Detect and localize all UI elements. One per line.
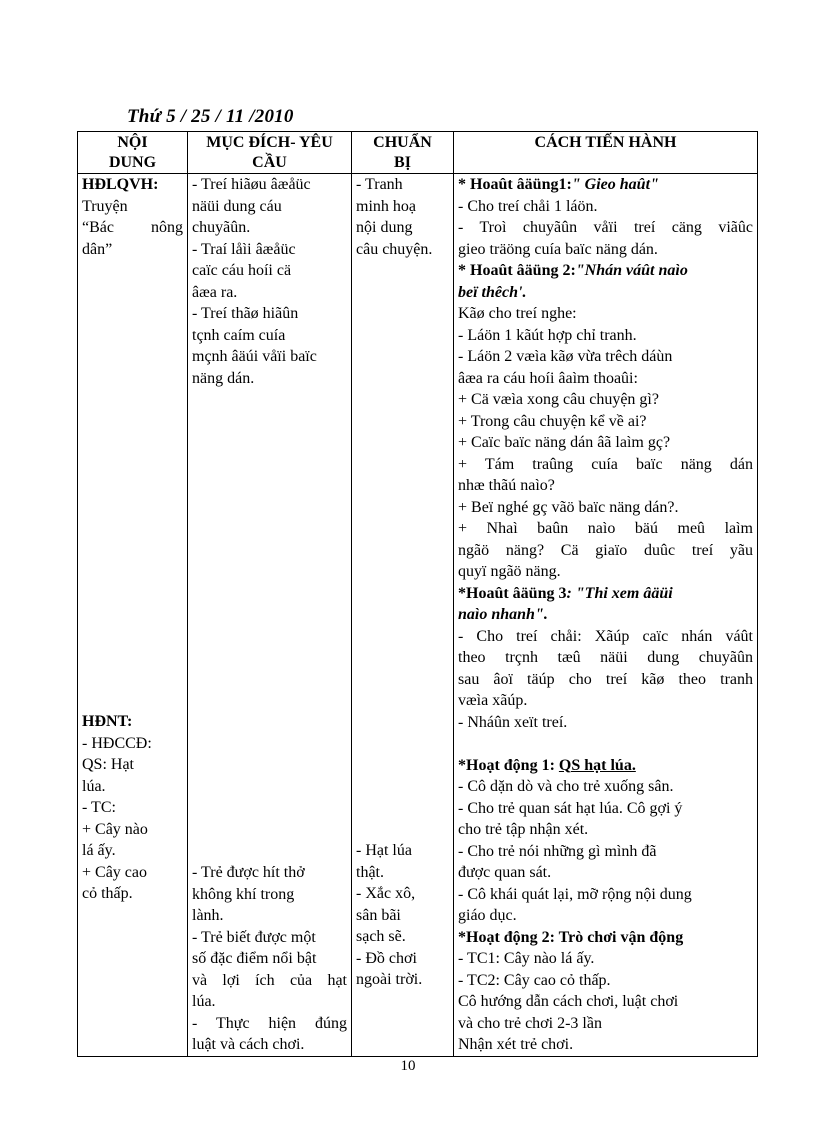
page-number: 10: [400, 1058, 416, 1074]
activity-1-heading: * Hoaût âäüng1:" Gieo haût": [458, 176, 659, 193]
header-chuan-bi: CHUẨN BỊ: [352, 132, 454, 174]
lesson-plan-table: [77, 131, 758, 1057]
header-muc-dich: MỤC ĐÍCH- YÊU CẦU: [188, 132, 352, 174]
outdoor-activity-2-heading: *Hoạt động 2: Trò chơi vận động: [458, 928, 684, 946]
activity-2-heading: * Hoaût âäüng 2:"Nhán váût naìo: [458, 262, 688, 279]
cell-muc-dich: - Treí hiãøu âæåüc näüi dung cáu chuyãûn. - Traí låìi âæåüc caïc cáu hoíi cä âæa ra. - Treí thãø hiãûn tçnh caím cuía mçnh âäúi våïi baïc näng dán. - Trẻ được hít thở không khí trong lành. - Trẻ biết được một số đặc điểm nổi bật và lợi ích của hạt lúa. - Thực hiện đúng luật và cách chơi.: [188, 174, 352, 1057]
activity-3-heading: *Hoaût âäüng 3: "Thi xem âäüi: [458, 584, 673, 602]
table-body-row: [78, 174, 758, 1057]
cell-noi-dung: HĐLQVH: Truyện “Bác nông dân” HĐNT: - HĐCCĐ: QS: Hạt lúa. - TC: + Cây nào lá ấy. + Cây cao cỏ thấp.: [78, 174, 188, 1057]
header-cach-tien-hanh: CÁCH TIẾN HÀNH: [454, 132, 758, 174]
date-heading: Thứ 5 / 25 / 11 /2010: [127, 106, 294, 127]
cell-chuan-bi: - Tranh minh hoạ nội dung câu chuyện. - Hạt lúa thật. - Xắc xô, sân bãi sạch sẽ. - Đồ chơi ngoài trời.: [352, 174, 454, 1057]
outdoor-activity-1-heading: *Hoạt động 1: QS hạt lúa.: [458, 756, 636, 774]
cell-cach-tien-hanh: * Hoaût âäüng1:" Gieo haût" - Cho treí chåi 1 láön. - Troì chuyãûn våïi treí cäng viãûc gieo träöng cuía baïc näng dán. * Hoaût âäüng 2:"Nhán váût naìo beï thêch'. Kãø cho treí nghe: - Láön 1 kãút hợp chỉ tranh. - Láön 2 væìa kãø vừa trêch dáùn âæa ra cáu hoíi âaìm thoaûi: + Cä væìa xong câu chuyện gì? + Trong câu chuyện kể về ai? + Caïc baïc näng dán âã laìm gç? + Tám traûng cuía baïc näng dán nhæ thãú naìo? + Beï nghé gç vãö baïc näng dán?. + Nhaì baûn naìo bäú meû laìm ngãö näng? Cä giaïo duûc treí yãu quyï ngãö näng. *Hoaût âäüng 3: "Thi xem âäüi naìo nhanh". - Cho treí chåi: Xãúp caïc nhán váût theo trçnh tæû näüi dung chuyãûn sau âoï täúp cho treí kãø theo tranh væìa xãúp. - Nháûn xeït treí. *Hoạt động 1: QS hạt lúa. - Cô dặn dò và cho trẻ xuống sân. - Cho trẻ quan sát hạt lúa. Cô gợi ý cho trẻ tập nhận xét. - Cho trẻ nói những gì mình đã được quan sát. - Cô khái quát lại, mỡ rộng nội dung giáo dục. *Hoạt động 2: Trò chơi vận động - TC1: Cây nào lá ấy. - TC2: Cây cao cỏ thấp. Cô hướng dẫn cách chơi, luật chơi và cho trẻ chơi 2-3 lần Nhận xét trẻ chơi.: [454, 174, 758, 1057]
header-noi-dung: NỘI DUNG: [78, 132, 188, 174]
table-header-row: [78, 132, 758, 174]
